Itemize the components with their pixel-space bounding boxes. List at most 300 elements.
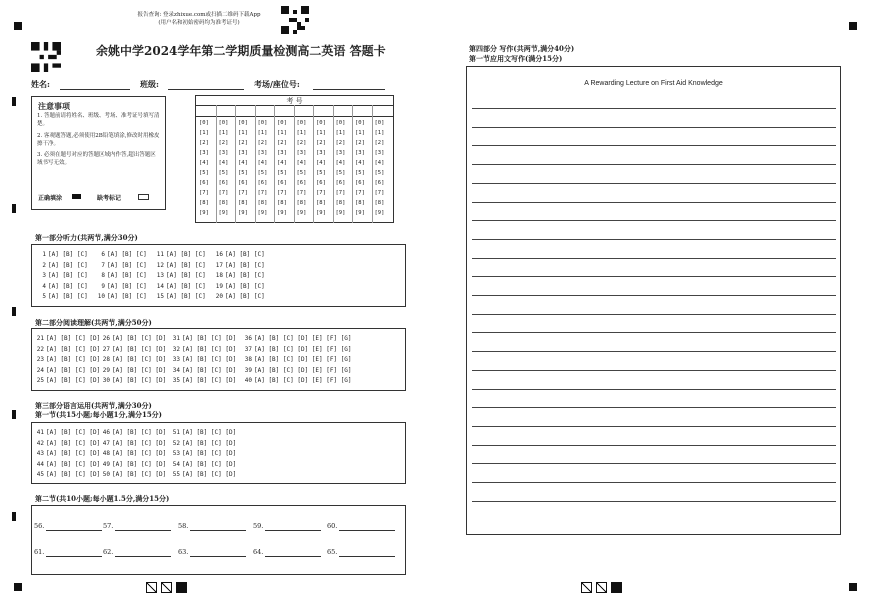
answer-options[interactable]: [A] [B] [C] <box>225 293 265 300</box>
answer-options[interactable]: [A] [B] [C] [D] [E] [F] [G] <box>254 345 352 353</box>
exam-digit-bubble[interactable]: [1] <box>218 130 229 136</box>
answer-options[interactable]: [A] [B] [C] <box>107 261 147 269</box>
question-number: 55 <box>172 471 180 478</box>
exam-digit-bubble[interactable]: [6] <box>238 180 248 186</box>
exam-digit-bubble[interactable]: [8] <box>277 200 287 206</box>
question-number: 18 <box>215 272 223 279</box>
exam-digit-bubble[interactable]: [4] <box>257 160 268 166</box>
essay-title: A Rewarding Lecture on First Aid Knowledge <box>584 80 723 87</box>
exam-digit-bubble[interactable]: [4] <box>277 160 287 166</box>
exam-digit-bubble[interactable]: [4] <box>199 160 209 166</box>
question-number: 14 <box>156 282 164 290</box>
blank-answer-line[interactable] <box>190 530 246 531</box>
exam-digit-bubble[interactable]: [6] <box>296 180 307 186</box>
essay-writing-line[interactable] <box>472 164 836 165</box>
answer-options[interactable]: [A] [B] [C] <box>166 293 206 300</box>
essay-writing-line[interactable] <box>472 463 836 464</box>
essay-writing-line[interactable] <box>472 351 836 352</box>
essay-writing-line[interactable] <box>472 183 836 184</box>
exam-digit-bubble[interactable]: [1] <box>374 130 385 136</box>
exam-digit-bubble[interactable]: [9] <box>218 210 229 216</box>
absent-mark-checkbox[interactable] <box>138 194 149 200</box>
essay-writing-line[interactable] <box>472 202 836 203</box>
blank-answer-line[interactable] <box>339 530 395 531</box>
question-number: 40 <box>244 377 252 384</box>
exam-digit-bubble[interactable]: [4] <box>355 160 365 166</box>
question-number: 46 <box>102 429 110 436</box>
exam-digit-bubble[interactable]: [0] <box>316 120 326 126</box>
exam-digit-bubble[interactable]: [6] <box>257 180 268 186</box>
essay-writing-line[interactable] <box>472 239 836 240</box>
blank-number: 59. <box>253 522 264 530</box>
exam-digit-bubble[interactable]: [8] <box>316 200 326 206</box>
exam-digit-bubble[interactable]: [3] <box>238 150 248 156</box>
page-title: 余姚中学2024学年第二学期质量检测高二英语 答题卡 <box>96 44 386 58</box>
exam-digit-bubble[interactable]: [0] <box>218 120 229 126</box>
class-label: 班级: <box>140 79 159 89</box>
question-number: 44 <box>36 460 44 468</box>
answer-options[interactable]: [A] [B] [C] [D] <box>182 471 237 478</box>
exam-digit-bubble[interactable]: [4] <box>316 160 326 166</box>
exam-digit-bubble[interactable]: [6] <box>316 180 326 186</box>
exam-digit-bubble[interactable]: [5] <box>316 170 326 176</box>
answer-options[interactable]: [A] [B] [C] [D] <box>182 450 237 457</box>
answer-options[interactable]: [A] [B] [C] [D] [E] [F] [G] <box>254 366 352 374</box>
answer-options[interactable]: [A] [B] [C] <box>225 251 265 258</box>
exam-digit-bubble[interactable]: [5] <box>277 170 287 176</box>
exam-digit-bubble[interactable]: [6] <box>374 180 385 186</box>
exam-digit-bubble[interactable]: [3] <box>374 150 385 156</box>
exam-digit-bubble[interactable]: [7] <box>257 190 268 196</box>
answer-options[interactable]: [A] [B] [C] <box>48 293 88 300</box>
question-number: 3 <box>42 272 46 279</box>
answer-options[interactable]: [A] [B] [C] [D] <box>46 366 101 374</box>
question-number: 38 <box>244 356 252 363</box>
exam-digit-bubble[interactable]: [2] <box>355 140 365 146</box>
exam-digit-bubble[interactable]: [5] <box>335 170 346 176</box>
exam-digit-bubble[interactable]: [4] <box>374 160 385 166</box>
essay-writing-line[interactable] <box>472 258 836 259</box>
question-number: 12 <box>156 261 164 269</box>
exam-digit-bubble[interactable]: [2] <box>257 140 268 146</box>
exam-digit-bubble[interactable]: [8] <box>335 200 346 206</box>
exam-digit-bubble[interactable]: [1] <box>316 130 326 136</box>
exam-digit-bubble[interactable]: [3] <box>316 150 326 156</box>
exam-digit-bubble[interactable]: [4] <box>218 160 229 166</box>
question-number: 20 <box>215 293 223 300</box>
answer-options[interactable]: [A] [B] [C] [D] <box>112 377 167 384</box>
exam-digit-bubble[interactable]: [0] <box>335 120 346 126</box>
answer-options[interactable]: [A] [B] [C] <box>225 261 265 269</box>
exam-digit-bubble[interactable]: [4] <box>335 160 346 166</box>
question-number: 22 <box>36 345 44 353</box>
exam-number-column-divider <box>274 105 275 223</box>
exam-digit-bubble[interactable]: [6] <box>335 180 346 186</box>
exam-digit-bubble[interactable]: [5] <box>355 170 365 176</box>
answer-options[interactable]: [A] [B] [C] [D] <box>182 460 237 468</box>
answer-options[interactable]: [A] [B] [C] <box>225 272 265 279</box>
question-number: 51 <box>172 429 180 436</box>
answer-options[interactable]: [A] [B] [C] [D] <box>182 335 237 342</box>
instruction-item: 3. 必须在题号对应的答题区域内作答,超出答题区域书写无效。 <box>37 152 156 166</box>
answer-options[interactable]: [A] [B] [C] [D] [E] [F] [G] <box>254 356 352 363</box>
exam-number-column-divider <box>372 105 373 223</box>
report-notice-line2: (用户名和初始密码均为准考证号) <box>158 20 240 26</box>
question-number: 36 <box>244 335 252 342</box>
exam-digit-bubble[interactable]: [1] <box>335 130 346 136</box>
exam-digit-bubble[interactable]: [8] <box>257 200 268 206</box>
exam-digit-bubble[interactable]: [5] <box>199 170 209 176</box>
question-number: 6 <box>101 251 105 258</box>
registration-mark-top-right <box>849 22 857 30</box>
answer-options[interactable]: [A] [B] [C] [D] <box>46 450 101 457</box>
question-number: 8 <box>101 272 105 279</box>
question-number: 48 <box>102 450 110 457</box>
timing-mark <box>12 307 16 316</box>
essay-writing-line[interactable] <box>472 108 836 109</box>
question-number: 15 <box>156 293 164 300</box>
instruction-item: 2. 客观题答题,必须使用2B铅笔填涂,修改时用橡皮擦干净。 <box>37 133 160 147</box>
essay-writing-line[interactable] <box>472 220 836 221</box>
part3-section2-box <box>31 505 406 575</box>
question-number: 24 <box>36 366 44 374</box>
exam-digit-bubble[interactable]: [9] <box>335 210 346 216</box>
question-number: 43 <box>36 450 44 457</box>
part1-title: 第一部分听力(共两节,满分30分) <box>35 233 138 242</box>
exam-digit-bubble[interactable]: [2] <box>218 140 229 146</box>
question-number: 25 <box>36 377 44 384</box>
exam-digit-bubble[interactable]: [2] <box>296 140 307 146</box>
blank-number: 58. <box>178 522 189 530</box>
question-number: 34 <box>172 366 180 374</box>
exam-digit-bubble[interactable]: [6] <box>218 180 229 186</box>
exam-digit-bubble[interactable]: [6] <box>277 180 287 186</box>
question-number: 53 <box>172 450 180 457</box>
room-seat-field[interactable] <box>313 89 385 90</box>
exam-digit-bubble[interactable]: [2] <box>238 140 248 146</box>
answer-options[interactable]: [A] [B] [C] <box>107 272 147 279</box>
blank-answer-line[interactable] <box>265 556 321 557</box>
question-number: 54 <box>172 460 180 468</box>
blank-number: 64. <box>253 548 264 556</box>
exam-number-column-divider <box>255 105 256 223</box>
answer-options[interactable]: [A] [B] [C] [D] <box>46 439 101 447</box>
name-field[interactable] <box>60 89 130 90</box>
blank-number: 63. <box>178 548 189 556</box>
instructions-heading: 注意事项 <box>38 101 70 111</box>
exam-number-column-divider <box>352 105 353 223</box>
blank-answer-line[interactable] <box>46 530 102 531</box>
question-number: 21 <box>36 335 44 342</box>
essay-writing-line[interactable] <box>472 145 836 146</box>
essay-writing-line[interactable] <box>472 389 836 390</box>
part3-section2-title: 第二节(共10小题;每小题1.5分,满分15分) <box>35 494 170 503</box>
part2-title: 第二部分阅读理解(共两节,满分50分) <box>35 318 152 327</box>
answer-options[interactable]: [A] [B] [C] [D] <box>46 429 101 436</box>
question-number: 28 <box>102 356 110 363</box>
exam-digit-bubble[interactable]: [9] <box>355 210 365 216</box>
exam-digit-bubble[interactable]: [9] <box>277 210 287 216</box>
essay-writing-line[interactable] <box>472 501 836 502</box>
exam-number-column-divider <box>235 105 236 223</box>
exam-digit-bubble[interactable]: [3] <box>296 150 307 156</box>
essay-writing-line[interactable] <box>472 295 836 296</box>
answer-options[interactable]: [A] [B] [C] [D] <box>46 335 101 342</box>
part4-section1-title: 第一节应用文写作(满分15分) <box>469 54 563 63</box>
exam-digit-bubble[interactable]: [6] <box>199 180 209 186</box>
exam-number-label: 考 号 <box>286 97 303 105</box>
bottom-hatch-mark <box>581 582 592 593</box>
question-number: 31 <box>172 335 180 342</box>
answer-options[interactable]: [A] [B] [C] <box>166 251 206 258</box>
registration-mark-bottom-left <box>14 583 22 591</box>
exam-digit-bubble[interactable]: [3] <box>257 150 268 156</box>
question-number: 33 <box>172 356 180 363</box>
answer-options[interactable]: [A] [B] [C] <box>166 282 206 290</box>
question-number: 35 <box>172 377 180 384</box>
name-label: 姓名: <box>31 79 50 89</box>
answer-options[interactable]: [A] [B] [C] [D] <box>182 366 237 374</box>
exam-digit-bubble[interactable]: [9] <box>296 210 307 216</box>
exam-digit-bubble[interactable]: [4] <box>238 160 248 166</box>
timing-mark <box>12 204 16 213</box>
blank-answer-line[interactable] <box>46 556 102 557</box>
exam-digit-bubble[interactable]: [2] <box>199 140 209 146</box>
exam-digit-bubble[interactable]: [1] <box>296 130 307 136</box>
absent-mark-label: 缺考标记 <box>97 195 122 202</box>
exam-digit-bubble[interactable]: [3] <box>199 150 209 156</box>
part4-title: 第四部分 写作(共两节,满分40分) <box>469 44 575 53</box>
answer-options[interactable]: [A] [B] [C] [D] <box>46 377 101 384</box>
question-number: 47 <box>102 439 110 447</box>
question-number: 26 <box>102 335 110 342</box>
answer-options[interactable]: [A] [B] [C] [D] <box>46 345 101 353</box>
answer-options[interactable]: [A] [B] [C] <box>48 251 88 258</box>
question-number: 16 <box>215 251 223 258</box>
exam-digit-bubble[interactable]: [5] <box>296 170 307 176</box>
answer-options[interactable]: [A] [B] [C] [D] <box>112 335 167 342</box>
exam-digit-bubble[interactable]: [7] <box>374 190 385 196</box>
answer-options[interactable]: [A] [B] [C] [D] <box>112 439 167 447</box>
answer-options[interactable]: [A] [B] [C] <box>48 272 88 279</box>
exam-digit-bubble[interactable]: [5] <box>374 170 385 176</box>
answer-options[interactable]: [A] [B] [C] [D] <box>46 356 101 363</box>
exam-digit-bubble[interactable]: [3] <box>355 150 365 156</box>
exam-number-column-divider <box>294 105 295 223</box>
answer-options[interactable]: [A] [B] [C] [D] <box>182 356 237 363</box>
report-notice-line1: 报告查询: 登录zhixue.com或扫描二维码下载App <box>137 12 261 18</box>
exam-digit-bubble[interactable]: [8] <box>199 200 209 206</box>
qr-code-icon <box>281 6 309 34</box>
exam-digit-bubble[interactable]: [0] <box>238 120 248 126</box>
answer-options[interactable]: [A] [B] [C] [D] <box>112 429 167 436</box>
exam-digit-bubble[interactable]: [1] <box>277 130 287 136</box>
answer-options[interactable]: [A] [B] [C] [D] <box>182 345 237 353</box>
answer-options[interactable]: [A] [B] [C] <box>48 261 88 269</box>
question-number: 5 <box>42 293 46 300</box>
answer-options[interactable]: [A] [B] [C] [D] <box>182 439 237 447</box>
answer-options[interactable]: [A] [B] [C] [D] <box>112 356 167 363</box>
class-field[interactable] <box>168 89 244 90</box>
exam-digit-bubble[interactable]: [2] <box>277 140 287 146</box>
answer-options[interactable]: [A] [B] [C] <box>166 272 206 279</box>
bottom-hatch-mark <box>596 582 607 593</box>
exam-digit-bubble[interactable]: [5] <box>238 170 248 176</box>
answer-options[interactable]: [A] [B] [C] <box>225 282 265 290</box>
exam-digit-bubble[interactable]: [9] <box>199 210 209 216</box>
answer-options[interactable]: [A] [B] [C] [D] [E] [F] [G] <box>254 377 352 384</box>
exam-digit-bubble[interactable]: [0] <box>199 120 209 126</box>
answer-options[interactable]: [A] [B] [C] [D] <box>112 471 167 478</box>
exam-digit-bubble[interactable]: [8] <box>238 200 248 206</box>
exam-digit-bubble[interactable]: [7] <box>238 190 248 196</box>
essay-writing-line[interactable] <box>472 276 836 277</box>
answer-options[interactable]: [A] [B] [C] <box>107 251 147 258</box>
exam-digit-bubble[interactable]: [2] <box>335 140 346 146</box>
question-number: 17 <box>215 261 223 269</box>
exam-digit-bubble[interactable]: [0] <box>257 120 268 126</box>
correct-fill-sample <box>72 194 81 199</box>
correct-fill-label: 正确填涂 <box>38 195 63 202</box>
question-number: 45 <box>36 471 44 478</box>
answer-options[interactable]: [A] [B] [C] <box>107 282 147 290</box>
bottom-hatch-mark <box>161 582 172 593</box>
blank-number: 57. <box>103 522 114 530</box>
exam-number-write-row <box>195 116 394 117</box>
essay-writing-line[interactable] <box>472 370 836 371</box>
exam-digit-bubble[interactable]: [7] <box>277 190 287 196</box>
bottom-solid-mark <box>176 582 187 593</box>
exam-digit-bubble[interactable]: [0] <box>277 120 287 126</box>
question-number: 19 <box>215 282 223 290</box>
exam-digit-bubble[interactable]: [7] <box>199 190 209 196</box>
essay-writing-line[interactable] <box>472 407 836 408</box>
registration-mark-top-left <box>14 22 22 30</box>
question-number: 30 <box>102 377 110 384</box>
exam-digit-bubble[interactable]: [3] <box>277 150 287 156</box>
essay-writing-line[interactable] <box>472 127 836 128</box>
question-number: 7 <box>101 261 105 269</box>
blank-number: 65. <box>327 548 338 556</box>
exam-digit-bubble[interactable]: [2] <box>374 140 385 146</box>
question-number: 13 <box>156 272 164 279</box>
question-number: 9 <box>101 282 105 290</box>
exam-digit-bubble[interactable]: [9] <box>238 210 248 216</box>
part3-section1-title: 第一节(共15小题;每小题1分,满分15分) <box>35 410 162 419</box>
exam-digit-bubble[interactable]: [1] <box>355 130 365 136</box>
blank-answer-line[interactable] <box>115 556 171 557</box>
exam-digit-bubble[interactable]: [5] <box>257 170 268 176</box>
exam-digit-bubble[interactable]: [8] <box>355 200 365 206</box>
blank-answer-line[interactable] <box>115 530 171 531</box>
exam-digit-bubble[interactable]: [8] <box>374 200 385 206</box>
blank-answer-line[interactable] <box>190 556 246 557</box>
exam-digit-bubble[interactable]: [1] <box>257 130 268 136</box>
part3-title: 第三部分语言运用(共两节,满分30分) <box>35 401 152 410</box>
exam-digit-bubble[interactable]: [5] <box>218 170 229 176</box>
exam-digit-bubble[interactable]: [7] <box>316 190 326 196</box>
answer-options[interactable]: [A] [B] [C] [D] <box>182 429 237 436</box>
exam-digit-bubble[interactable]: [3] <box>335 150 346 156</box>
exam-digit-bubble[interactable]: [9] <box>316 210 326 216</box>
exam-digit-bubble[interactable]: [7] <box>218 190 229 196</box>
essay-writing-line[interactable] <box>472 426 836 427</box>
exam-digit-bubble[interactable]: [4] <box>296 160 307 166</box>
blank-answer-line[interactable] <box>265 530 321 531</box>
question-number: 10 <box>97 293 105 300</box>
question-number: 32 <box>172 345 180 353</box>
exam-digit-bubble[interactable]: [8] <box>296 200 307 206</box>
timing-mark <box>12 97 16 106</box>
question-number: 41 <box>36 429 44 436</box>
essay-writing-line[interactable] <box>472 445 836 446</box>
exam-digit-bubble[interactable]: [7] <box>355 190 365 196</box>
exam-digit-bubble[interactable]: [0] <box>355 120 365 126</box>
writing-box <box>466 66 841 535</box>
exam-digit-bubble[interactable]: [6] <box>355 180 365 186</box>
exam-digit-bubble[interactable]: [8] <box>218 200 229 206</box>
timing-mark <box>12 410 16 419</box>
exam-digit-bubble[interactable]: [0] <box>374 120 385 126</box>
answer-options[interactable]: [A] [B] [C] [D] <box>112 366 167 374</box>
exam-digit-bubble[interactable]: [9] <box>257 210 268 216</box>
essay-writing-line[interactable] <box>472 482 836 483</box>
question-number: 11 <box>156 251 164 258</box>
answer-options[interactable]: [A] [B] [C] [D] <box>46 460 101 468</box>
question-number: 50 <box>102 471 110 478</box>
essay-writing-line[interactable] <box>472 314 836 315</box>
exam-digit-bubble[interactable]: [1] <box>238 130 248 136</box>
registration-mark-bottom-right <box>849 583 857 591</box>
instruction-item: 1. 答题前请将姓名、班级、考场、准考证号填写清楚。 <box>37 113 160 127</box>
question-number: 49 <box>102 460 110 468</box>
question-number: 27 <box>102 345 110 353</box>
question-number: 1 <box>42 251 46 258</box>
answer-options[interactable]: [A] [B] [C] [D] <box>46 471 101 478</box>
exam-digit-bubble[interactable]: [1] <box>199 130 209 136</box>
question-number: 29 <box>102 366 110 374</box>
room-seat-label: 考场/座位号: <box>254 79 300 89</box>
exam-number-header-line <box>195 105 394 106</box>
answer-options[interactable]: [A] [B] [C] <box>166 261 206 269</box>
question-number: 23 <box>36 356 44 363</box>
blank-answer-line[interactable] <box>339 556 395 557</box>
answer-options[interactable]: [A] [B] [C] [D] <box>112 345 167 353</box>
answer-options[interactable]: [A] [B] [C] [D] <box>182 377 237 384</box>
exam-digit-bubble[interactable]: [9] <box>374 210 385 216</box>
question-number: 42 <box>36 439 44 447</box>
question-number: 52 <box>172 439 180 447</box>
blank-number: 62. <box>103 548 114 556</box>
question-number: 4 <box>42 282 46 290</box>
answer-options[interactable]: [A] [B] [C] [D] <box>112 460 167 468</box>
exam-digit-bubble[interactable]: [0] <box>296 120 307 126</box>
blank-number: 56. <box>34 522 45 530</box>
answer-options[interactable]: [A] [B] [C] <box>48 282 88 290</box>
exam-digit-bubble[interactable]: [7] <box>296 190 307 196</box>
exam-digit-bubble[interactable]: [3] <box>218 150 229 156</box>
exam-digit-bubble[interactable]: [7] <box>335 190 346 196</box>
exam-number-column-divider <box>216 105 217 223</box>
essay-writing-line[interactable] <box>472 332 836 333</box>
exam-digit-bubble[interactable]: [2] <box>316 140 326 146</box>
bottom-hatch-mark <box>146 582 157 593</box>
answer-options[interactable]: [A] [B] [C] [D] [E] [F] [G] <box>254 335 352 342</box>
qr-code-icon <box>31 42 61 72</box>
exam-number-column-divider <box>313 105 314 223</box>
answer-options[interactable]: [A] [B] [C] [D] <box>112 450 167 457</box>
answer-options[interactable]: [A] [B] [C] <box>107 293 147 300</box>
